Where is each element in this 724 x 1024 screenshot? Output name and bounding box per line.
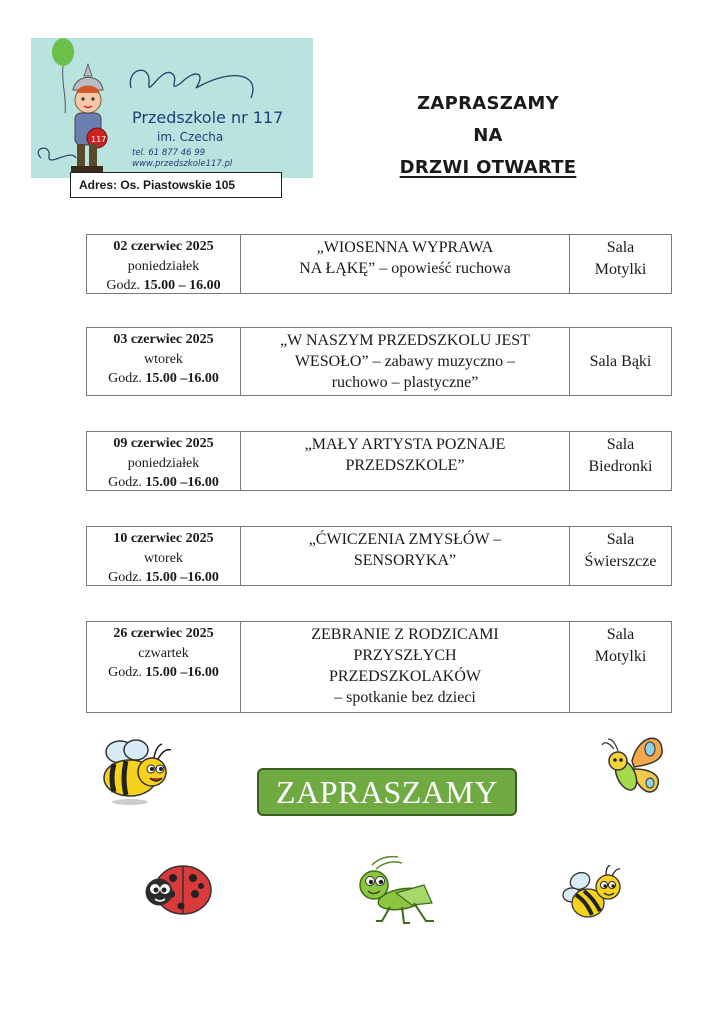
event-date: 02 czerwiec 2025	[113, 239, 214, 254]
event-title-line: „ĆWICZENIA ZMYSŁÓW –	[308, 531, 502, 548]
headline-line-2: NA	[473, 125, 503, 146]
logo-phone: tel. 61 877 46 99	[132, 148, 206, 158]
event-date-cell	[87, 328, 241, 395]
address-box: Adres: Os. Piastowskie 105	[70, 172, 282, 198]
grasshopper-icon	[352, 855, 436, 929]
event-title-line: PRZEDSZKOLE”	[345, 457, 465, 474]
event-room-line: Sala	[606, 531, 635, 548]
event-hours: Godz. 15.00 –16.00	[108, 570, 219, 585]
event-room-cell	[570, 622, 671, 712]
event-title-cell	[241, 527, 570, 585]
event-title-line: SENSORYKA”	[353, 552, 457, 569]
event-hours: Godz. 15.00 – 16.00	[106, 278, 221, 293]
event-title-line: ZEBRANIE Z RODZICAMI	[311, 626, 499, 643]
event-room-line: Sala	[606, 239, 635, 256]
kindergarten-logo	[31, 38, 313, 178]
event-room-cell	[570, 432, 671, 490]
event-day: poniedziałek	[127, 455, 200, 471]
event-row	[86, 431, 672, 491]
event-title-cell	[241, 622, 570, 712]
event-room-line: Świerszcze	[584, 553, 657, 570]
event-hours: Godz. 15.00 –16.00	[108, 371, 219, 386]
headline-line-3: DRZWI OTWARTE	[399, 157, 577, 178]
event-hours: Godz. 15.00 –16.00	[108, 665, 219, 680]
event-title-line: „W NASZYM PRZEDSZKOLU JEST	[280, 332, 530, 349]
event-row	[86, 621, 672, 713]
logo-subtitle: im. Czecha	[157, 130, 224, 144]
bee-icon	[96, 738, 176, 808]
event-title-line: „WIOSENNA WYPRAWA	[316, 239, 494, 256]
event-date-cell	[87, 432, 241, 490]
event-room-cell	[570, 328, 671, 395]
event-room-cell	[570, 527, 671, 585]
event-date: 03 czerwiec 2025	[113, 332, 214, 347]
logo-website: www.przedszkole117.pl	[132, 159, 233, 169]
event-room-line: Biedronki	[588, 458, 653, 475]
ladybug-icon	[143, 858, 213, 922]
event-room-line: Motylki	[594, 261, 647, 278]
event-title-line: NA ŁĄKĘ” – opowieść ruchowa	[299, 260, 511, 277]
event-date-cell	[87, 235, 241, 293]
event-hours: Godz. 15.00 –16.00	[108, 475, 219, 490]
event-title-line: „MAŁY ARTYSTA POZNAJE	[304, 436, 506, 453]
event-day: wtorek	[144, 351, 183, 367]
event-room-line: Sala Bąki	[589, 352, 652, 370]
event-title-cell	[241, 235, 570, 293]
balloon-icon	[52, 38, 74, 66]
event-title-cell	[241, 328, 570, 395]
logo-kindergarten-name: Przedszkole nr 117	[132, 108, 284, 127]
event-room-line: Sala	[606, 436, 635, 453]
event-title-cell	[241, 432, 570, 490]
event-date: 10 czerwiec 2025	[113, 531, 214, 546]
headline-line-1: ZAPRASZAMY	[417, 93, 559, 114]
event-date-cell	[87, 622, 241, 712]
bee-icon	[562, 865, 626, 925]
event-room-line: Sala	[606, 626, 635, 643]
event-date-cell	[87, 527, 241, 585]
svg-text:117: 117	[91, 135, 107, 144]
event-room-cell	[570, 235, 671, 293]
event-room-line: Motylki	[594, 648, 647, 665]
event-title-line: PRZYSZŁYCH	[353, 647, 457, 664]
event-title-line: WESOŁO” – zabawy muzyczno –	[294, 353, 516, 370]
page-headline	[378, 88, 598, 184]
event-row	[86, 234, 672, 294]
event-title-line: – spotkanie bez dzieci	[334, 689, 476, 706]
invite-button[interactable]: ZAPRASZAMY	[257, 768, 517, 816]
event-day: wtorek	[144, 550, 183, 566]
event-row	[86, 327, 672, 396]
event-date: 26 czerwiec 2025	[113, 626, 214, 641]
butterfly-icon	[598, 731, 668, 801]
event-row	[86, 526, 672, 586]
event-title-line: ruchowo – plastyczne”	[331, 374, 479, 391]
event-day: poniedziałek	[127, 258, 200, 274]
event-day: czwartek	[138, 645, 189, 661]
event-title-line: PRZEDSZKOLAKÓW	[329, 668, 481, 685]
event-date: 09 czerwiec 2025	[113, 436, 214, 451]
